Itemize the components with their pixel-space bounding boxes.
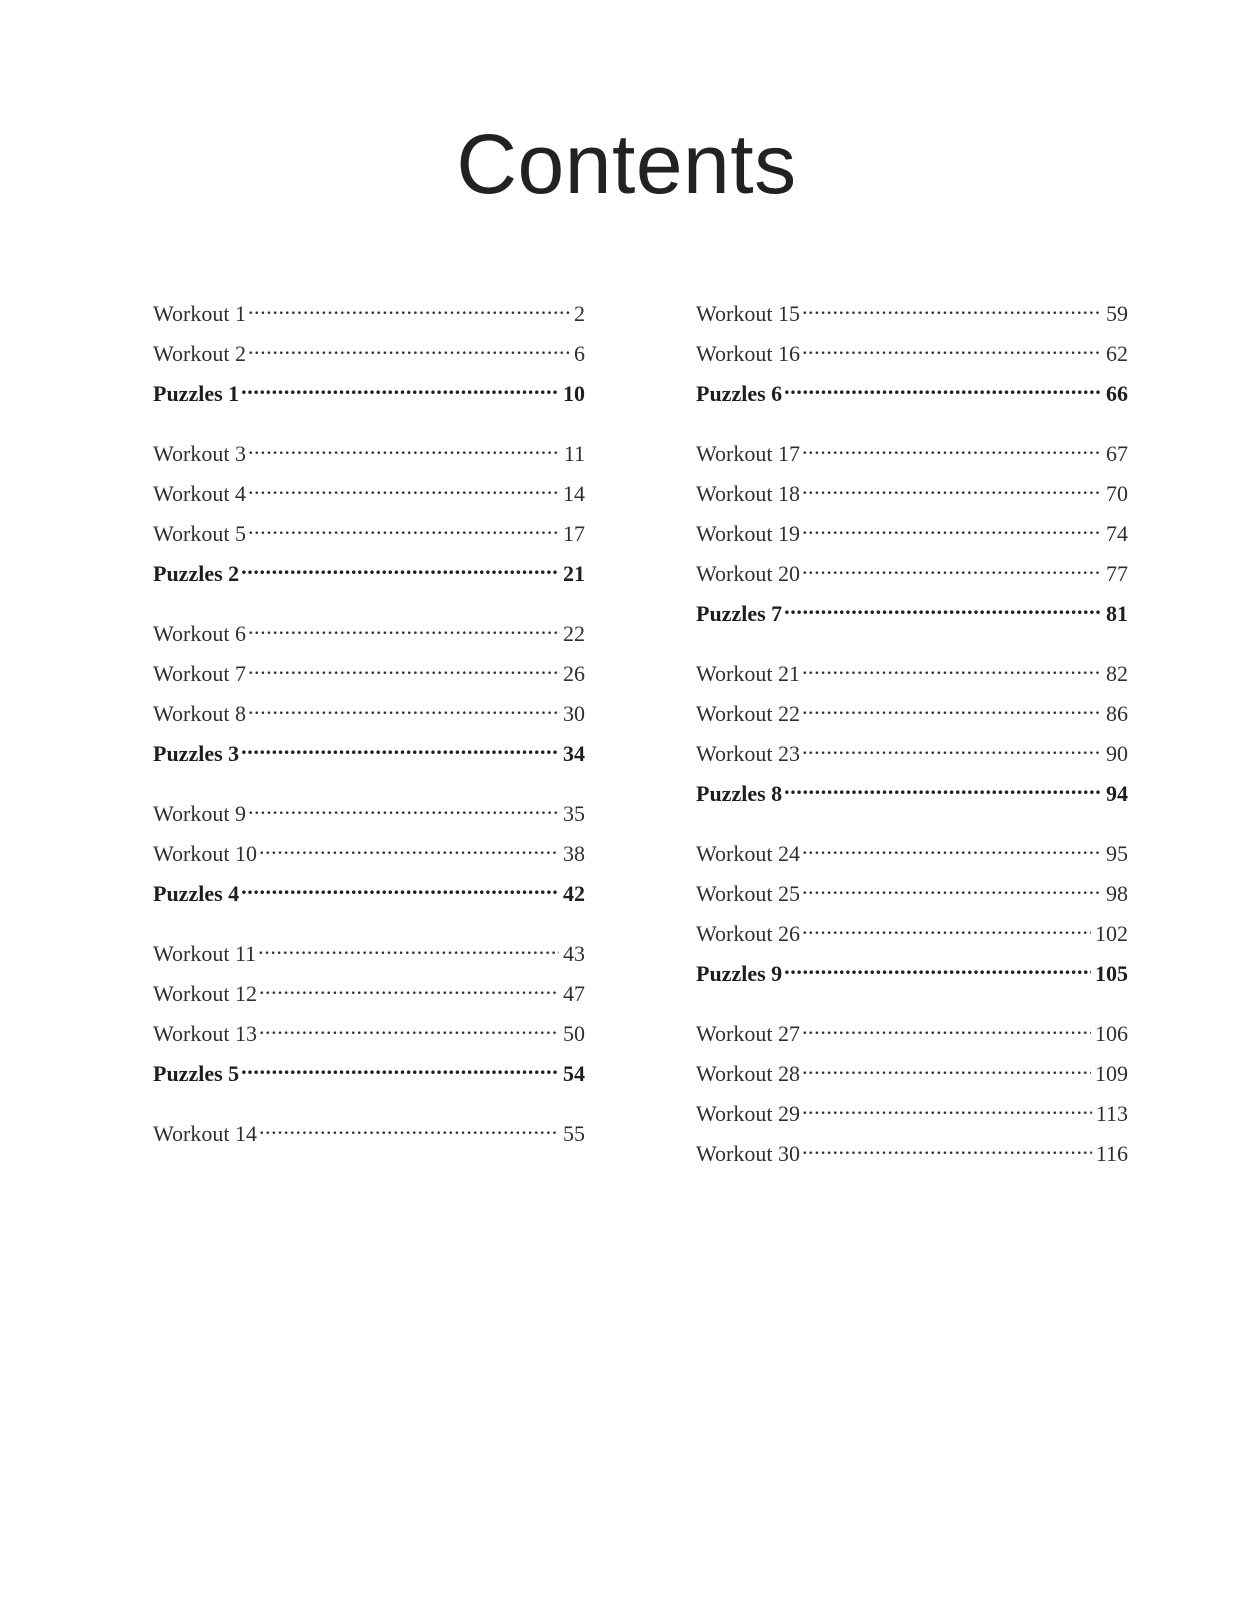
toc-section-entry[interactable] (153, 553, 585, 581)
toc-entry-label: Workout 6 (153, 621, 246, 641)
dot-leader (802, 1013, 1091, 1041)
toc-entry[interactable] (696, 733, 1128, 761)
toc-entry-page-number: 59 (1106, 301, 1128, 321)
toc-entry[interactable] (153, 793, 585, 821)
toc-entry[interactable] (153, 1013, 585, 1041)
dot-leader (784, 593, 1102, 621)
dot-leader (802, 693, 1102, 721)
toc-entry-page-number: 74 (1106, 521, 1128, 541)
dot-leader (248, 793, 559, 821)
toc-entry-label: Workout 11 (153, 941, 257, 961)
dot-leader (248, 613, 559, 641)
dot-leader (802, 653, 1102, 681)
toc-section-entry[interactable] (696, 373, 1128, 401)
toc-entry-page-number: 17 (563, 521, 585, 541)
toc-entry[interactable] (153, 973, 585, 1001)
toc-entry-page-number: 105 (1095, 961, 1128, 981)
dot-leader (248, 293, 570, 321)
toc-entry-label: Workout 27 (696, 1021, 800, 1041)
dot-leader (259, 1013, 559, 1041)
toc-entry[interactable] (696, 1013, 1128, 1041)
toc-entry-page-number: 34 (563, 741, 585, 761)
dot-leader (241, 373, 559, 401)
toc-entry[interactable] (696, 293, 1128, 321)
toc-entry[interactable] (153, 933, 585, 961)
toc-entry-page-number: 106 (1095, 1021, 1128, 1041)
toc-entry[interactable] (153, 1113, 585, 1141)
toc-entry-label: Workout 1 (153, 301, 246, 321)
toc-entry-label: Workout 17 (696, 441, 800, 461)
toc-entry-page-number: 22 (563, 621, 585, 641)
toc-entry[interactable] (696, 513, 1128, 541)
dot-leader (802, 913, 1091, 941)
dot-leader (784, 373, 1102, 401)
toc-entry[interactable] (696, 653, 1128, 681)
dot-leader (802, 1093, 1092, 1121)
toc-entry-label: Workout 16 (696, 341, 800, 361)
dot-leader (259, 1113, 559, 1141)
toc-entry-label: Workout 4 (153, 481, 246, 501)
toc-entry-label: Workout 15 (696, 301, 800, 321)
toc-entry-page-number: 2 (574, 301, 585, 321)
toc-entry-page-number: 50 (563, 1021, 585, 1041)
toc-entry-page-number: 42 (563, 881, 585, 901)
toc-entry-label: Workout 30 (696, 1141, 800, 1161)
toc-entry-page-number: 6 (574, 341, 585, 361)
toc-entry-page-number: 62 (1106, 341, 1128, 361)
toc-entry[interactable] (153, 473, 585, 501)
dot-leader (802, 553, 1102, 581)
toc-entry[interactable] (153, 293, 585, 321)
toc-entry-page-number: 66 (1106, 381, 1128, 401)
dot-leader (248, 433, 560, 461)
dot-leader (258, 933, 559, 961)
toc-entry-label: Workout 28 (696, 1061, 800, 1081)
toc-section-entry[interactable] (153, 1053, 585, 1081)
toc-entry[interactable] (153, 613, 585, 641)
toc-entry-label: Workout 18 (696, 481, 800, 501)
toc-entry-page-number: 43 (563, 941, 585, 961)
toc-entry-label: Workout 21 (696, 661, 800, 681)
toc-entry-label: Puzzles 1 (153, 381, 240, 401)
dot-leader (802, 333, 1102, 361)
toc-entry[interactable] (696, 333, 1128, 361)
toc-entry-label: Workout 12 (153, 981, 257, 1001)
toc-entry-page-number: 86 (1106, 701, 1128, 721)
toc-entry[interactable] (696, 693, 1128, 721)
toc-entry[interactable] (696, 473, 1128, 501)
toc-section-entry[interactable] (153, 373, 585, 401)
dot-leader (784, 773, 1102, 801)
dot-leader (802, 1133, 1092, 1161)
toc-entry-label: Puzzles 5 (153, 1061, 240, 1081)
dot-leader (802, 733, 1102, 761)
toc-entry-page-number: 54 (563, 1061, 585, 1081)
toc-entry-label: Puzzles 8 (696, 781, 783, 801)
toc-entry[interactable] (696, 433, 1128, 461)
toc-entry-label: Workout 22 (696, 701, 800, 721)
dot-leader (241, 873, 559, 901)
dot-leader (802, 473, 1102, 501)
toc-entry-page-number: 98 (1106, 881, 1128, 901)
toc-entry-label: Puzzles 9 (696, 961, 783, 981)
toc-entry-page-number: 55 (563, 1121, 585, 1141)
toc-entry-page-number: 67 (1106, 441, 1128, 461)
toc-entry-label: Workout 9 (153, 801, 246, 821)
toc-entry-label: Workout 13 (153, 1021, 257, 1041)
dot-leader (241, 1053, 559, 1081)
dot-leader (248, 693, 559, 721)
dot-leader (241, 553, 559, 581)
toc-entry-page-number: 77 (1106, 561, 1128, 581)
toc-entry[interactable] (153, 513, 585, 541)
toc-entry-label: Workout 8 (153, 701, 246, 721)
toc-entry-label: Puzzles 2 (153, 561, 240, 581)
dot-leader (248, 333, 570, 361)
toc-entry-page-number: 116 (1095, 1141, 1128, 1161)
toc-entry[interactable] (153, 693, 585, 721)
toc-entry-label: Workout 23 (696, 741, 800, 761)
toc-entry-label: Puzzles 7 (696, 601, 783, 621)
toc-entry-label: Workout 20 (696, 561, 800, 581)
toc-entry-label: Workout 25 (696, 881, 800, 901)
toc-entry-label: Workout 14 (153, 1121, 257, 1141)
toc-entry-page-number: 109 (1095, 1061, 1128, 1081)
toc-entry[interactable] (696, 873, 1128, 901)
toc-entry-label: Puzzles 6 (696, 381, 783, 401)
dot-leader (259, 973, 559, 1001)
page-title: Contents (456, 117, 797, 211)
toc-entry-page-number: 35 (563, 801, 585, 821)
toc-entry-page-number: 82 (1106, 661, 1128, 681)
toc-entry[interactable] (696, 1133, 1128, 1161)
dot-leader (802, 833, 1102, 861)
toc-entry-page-number: 81 (1106, 601, 1128, 621)
toc-entry-label: Workout 7 (153, 661, 246, 681)
toc-entry-page-number: 47 (563, 981, 585, 1001)
dot-leader (248, 653, 559, 681)
toc-entry-page-number: 26 (563, 661, 585, 681)
toc-section-entry[interactable] (696, 773, 1128, 801)
toc-entry-label: Puzzles 4 (153, 881, 240, 901)
toc-entry[interactable] (153, 653, 585, 681)
toc-entry[interactable] (153, 433, 585, 461)
toc-entry-page-number: 113 (1095, 1101, 1128, 1121)
toc-section-entry[interactable] (696, 953, 1128, 981)
toc-entry-page-number: 21 (563, 561, 585, 581)
toc-entry-page-number: 38 (563, 841, 585, 861)
toc-entry-page-number: 95 (1106, 841, 1128, 861)
toc-entry[interactable] (153, 333, 585, 361)
toc-entry-label: Workout 5 (153, 521, 246, 541)
dot-leader (802, 1053, 1091, 1081)
toc-entry-page-number: 70 (1106, 481, 1128, 501)
toc-entry-page-number: 14 (563, 481, 585, 501)
toc-left-column (153, 293, 585, 1153)
toc-entry-label: Workout 26 (696, 921, 800, 941)
toc-entry-label: Workout 24 (696, 841, 800, 861)
toc-entry[interactable] (696, 553, 1128, 581)
dot-leader (248, 513, 559, 541)
toc-entry-label: Workout 29 (696, 1101, 800, 1121)
toc-entry-label: Workout 2 (153, 341, 246, 361)
toc-entry-label: Workout 3 (153, 441, 246, 461)
toc-entry-label: Workout 19 (696, 521, 800, 541)
toc-right-column (696, 293, 1128, 1173)
toc-entry[interactable] (696, 833, 1128, 861)
toc-section-entry[interactable] (153, 873, 585, 901)
dot-leader (802, 433, 1102, 461)
toc-entry[interactable] (696, 1053, 1128, 1081)
dot-leader (802, 293, 1102, 321)
toc-entry[interactable] (696, 1093, 1128, 1121)
toc-entry[interactable] (153, 833, 585, 861)
toc-section-entry[interactable] (696, 593, 1128, 621)
toc-entry-page-number: 30 (563, 701, 585, 721)
toc-section-entry[interactable] (153, 733, 585, 761)
dot-leader (784, 953, 1091, 981)
toc-entry-label: Puzzles 3 (153, 741, 240, 761)
dot-leader (241, 733, 559, 761)
dot-leader (802, 513, 1102, 541)
dot-leader (802, 873, 1102, 901)
toc-entry-page-number: 94 (1106, 781, 1128, 801)
toc-entry[interactable] (696, 913, 1128, 941)
toc-entry-page-number: 90 (1106, 741, 1128, 761)
toc-entry-page-number: 11 (563, 441, 585, 461)
dot-leader (248, 473, 559, 501)
dot-leader (259, 833, 559, 861)
toc-entry-page-number: 10 (563, 381, 585, 401)
toc-entry-label: Workout 10 (153, 841, 257, 861)
toc-entry-page-number: 102 (1095, 921, 1128, 941)
